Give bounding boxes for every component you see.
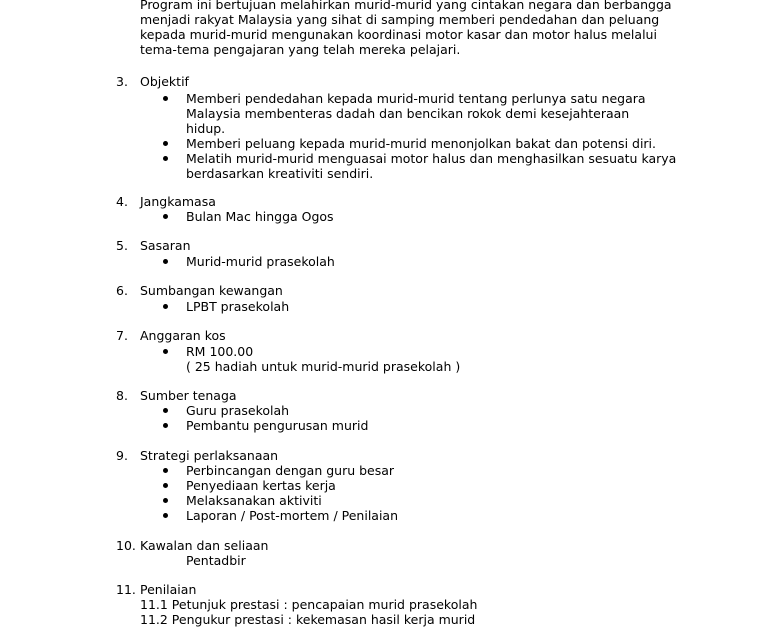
- section-number: 11.: [116, 582, 136, 597]
- intro-line: kepada murid-murid mengunakan koordinasi motor kasar dan motor halus melalui: [140, 27, 657, 42]
- section-title: Kawalan dan seliaan: [140, 538, 269, 553]
- list-item: Bulan Mac hingga Ogos: [160, 209, 334, 224]
- evaluation-line: 11.2 Pengukur prestasi : kekemasan hasil kerja murid: [140, 612, 476, 627]
- list-item: Melaksanakan aktiviti: [160, 493, 398, 508]
- list-item: Memberi pendedahan kepada murid-murid tentang perlunya satu negara: [160, 91, 646, 106]
- section-number: 5.: [116, 238, 128, 253]
- bullet-icon: [163, 304, 168, 309]
- section-number: 7.: [116, 328, 128, 343]
- cost-note: ( 25 hadiah untuk murid-murid prasekolah ): [186, 359, 461, 374]
- bullet-icon: [163, 141, 168, 146]
- bullet-list: [160, 344, 253, 359]
- bullet-icon: [163, 259, 168, 264]
- bullet-list: [160, 136, 676, 166]
- section-number: 9.: [116, 448, 128, 463]
- list-item: Memberi peluang kepada murid-murid menonjolkan bakat dan potensi diri.: [160, 136, 676, 151]
- list-item: Murid-murid prasekolah: [160, 254, 335, 269]
- bullet-icon: [163, 156, 168, 161]
- list-item: Melatih murid-murid menguasai motor halus dan menghasilkan sesuatu karya: [160, 151, 676, 166]
- section-number: 4.: [116, 194, 128, 209]
- list-item: RM 100.00: [160, 344, 253, 359]
- bullet-list: [160, 209, 334, 224]
- list-item-continuation: hidup.: [186, 121, 226, 136]
- bullet-icon: [163, 408, 168, 413]
- section-title: Sumber tenaga: [140, 388, 237, 403]
- bullet-icon: [163, 214, 168, 219]
- list-item: Pembantu pengurusan murid: [160, 418, 368, 433]
- bullet-list: [160, 254, 335, 269]
- section-title: Objektif: [140, 74, 189, 89]
- bullet-list: [160, 299, 289, 314]
- list-item: Penyediaan kertas kerja: [160, 478, 398, 493]
- section-detail: Pentadbir: [186, 553, 246, 568]
- bullet-icon: [163, 423, 168, 428]
- list-item: Guru prasekolah: [160, 403, 368, 418]
- bullet-list: [160, 463, 398, 523]
- section-number: 3.: [116, 74, 128, 89]
- section-title: Penilaian: [140, 582, 197, 597]
- bullet-list: [160, 403, 368, 433]
- section-title: Jangkamasa: [140, 194, 216, 209]
- intro-line: Program ini bertujuan melahirkan murid-murid yang cintakan negara dan berbangga: [140, 0, 672, 12]
- list-item-continuation: berdasarkan kreativiti sendiri.: [186, 166, 374, 181]
- bullet-icon: [163, 483, 168, 488]
- bullet-icon: [163, 468, 168, 473]
- list-item-continuation: Malaysia membenteras dadah dan bencikan rokok demi kesejahteraan: [186, 106, 630, 121]
- section-title: Sasaran: [140, 238, 191, 253]
- section-title: Strategi perlaksanaan: [140, 448, 279, 463]
- intro-paragraph: [140, 0, 700, 57]
- section-title: Sumbangan kewangan: [140, 283, 283, 298]
- section-number: 8.: [116, 388, 128, 403]
- list-item: LPBT prasekolah: [160, 299, 289, 314]
- list-item: Laporan / Post-mortem / Penilaian: [160, 508, 398, 523]
- section-number: 10.: [116, 538, 136, 553]
- section-number: 6.: [116, 283, 128, 298]
- bullet-icon: [163, 498, 168, 503]
- list-item: Perbincangan dengan guru besar: [160, 463, 398, 478]
- bullet-icon: [163, 349, 168, 354]
- bullet-icon: [163, 513, 168, 518]
- bullet-icon: [163, 96, 168, 101]
- intro-line: tema-tema pengajaran yang telah mereka pelajari.: [140, 42, 461, 57]
- evaluation-line: 11.1 Petunjuk prestasi : pencapaian murid prasekolah: [140, 597, 478, 612]
- intro-line: menjadi rakyat Malaysia yang sihat di samping memberi pendedahan dan peluang: [140, 12, 660, 27]
- section-title: Anggaran kos: [140, 328, 226, 343]
- bullet-list: [160, 91, 646, 106]
